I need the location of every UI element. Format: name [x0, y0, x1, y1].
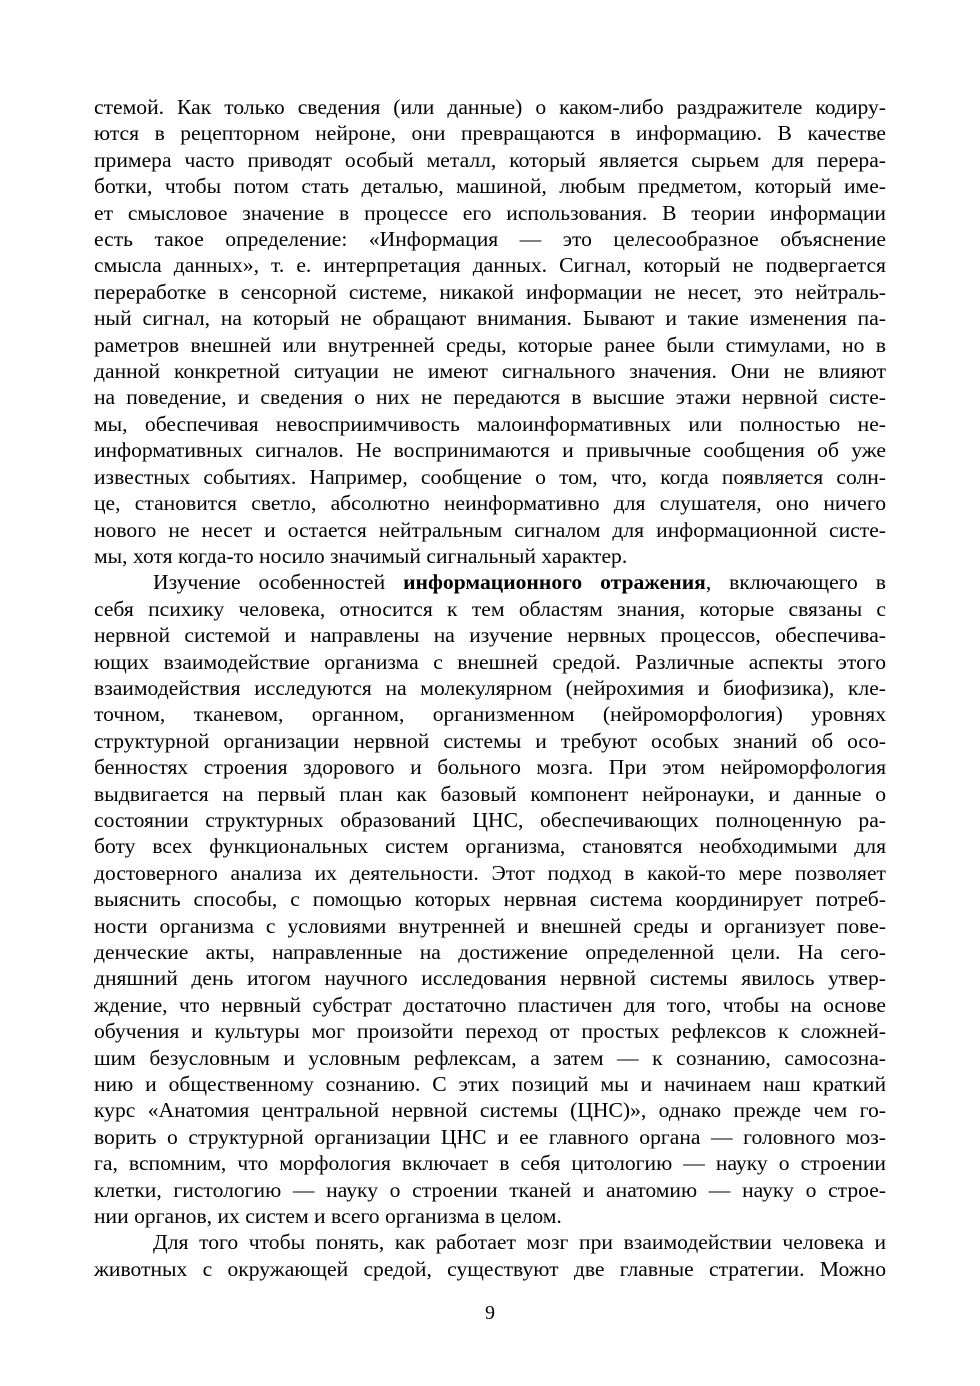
text-line: выдвигается на первый план как базовый компонент нейронауки, и данные о [94, 781, 886, 806]
text-line: достоверного анализа их деятельности. Этот подход в какой-то мере позволяет [94, 860, 886, 885]
text-line: точном, тканевом, органном, организменном (нейроморфология) уровнях [94, 702, 886, 727]
text-line: ворить о структурной организации ЦНС и ее главного органа — головного моз- [94, 1124, 886, 1149]
text-line: нии органов, их систем и всего организма в целом. [94, 1204, 562, 1229]
text-line: ности организма с условиями внутренней и внешней среды и организует пове- [94, 913, 886, 938]
text-line: ждение, что нервный субстрат достаточно пластичен для того, чтобы на основе [94, 992, 886, 1017]
text-line: структурной организации нервной системы и требуют особых знаний об осо- [94, 728, 886, 753]
text-line: смысла данных», т. е. интерпретация данных. Сигнал, который не подвергается [94, 253, 886, 278]
text-line: боту всех функциональных систем организма, становятся необходимыми для [94, 834, 886, 859]
text-line: себя психику человека, относится к тем областям знания, которые связаны с [94, 596, 886, 621]
text-line: есть такое определение: «Информация — это целесообразное объяснение [94, 227, 886, 252]
text-line: бенностях строения здорового и больного мозга. При этом нейроморфология [94, 755, 886, 780]
text-line: ный сигнал, на который не обращают внимания. Бывают и такие изменения па- [94, 306, 886, 331]
text-line: клетки, гистологию — науку о строении тканей и анатомию — науку о строе- [94, 1177, 886, 1202]
text-line: мы, обеспечивая невосприимчивость малоинформативных или полностью не- [94, 411, 886, 436]
text-line: Для того чтобы понять, как работает мозг при взаимодействии человека и [153, 1230, 886, 1255]
paragraph-1 [94, 94, 886, 569]
paragraph-3 [94, 1229, 886, 1282]
text-line: га, вспомним, что морфология включает в себя цитологию — науку о строении [94, 1151, 886, 1176]
text-line: це, становится светло, абсолютно неинформативно для слушателя, оно ничего [94, 491, 886, 516]
page-number: 9 [485, 1302, 495, 1324]
text-line: нию и общественному сознанию. С этих позиций мы и начинаем наш краткий [94, 1072, 886, 1097]
text-line: данной конкретной ситуации не имеют сигнального значения. Они не влияют [94, 359, 886, 384]
text-line: ботки, чтобы потом стать деталью, машиной, любым предметом, который име- [94, 174, 886, 199]
text-line: раметров внешней или внутренней среды, которые ранее были стимулами, но в [94, 332, 886, 357]
text-line: ющих взаимодействие организма с внешней средой. Различные аспекты этого [94, 649, 886, 674]
text-run: Изучение особенностей [153, 570, 404, 595]
text-line: дняшний день итогом научного исследования нервной системы явилось утвер- [94, 966, 886, 991]
text-line: взаимодействия исследуются на молекулярном (нейрохимия и биофизика), кле- [94, 675, 886, 700]
text-line: известных событиях. Например, сообщение о том, что, когда появляется солн- [94, 464, 886, 489]
text-line: информативных сигналов. Не воспринимаются и привычные сообщения об уже [94, 438, 886, 463]
text-line: стемой. Как только сведения (или данные) о каком-либо раздражителе кодиру- [94, 95, 886, 119]
text-line: ет смысловое значение в процессе его использования. В теории информации [94, 200, 886, 225]
paragraph-2 [94, 569, 886, 1229]
text-line: ются в рецепторном нейроне, они превращаются в информацию. В качестве [94, 121, 886, 146]
text-run: , включающего в [705, 570, 886, 595]
text-line: на поведение, и сведения о них не передаются в высшие этажи нервной систе- [94, 385, 886, 410]
text-line: обучения и культуры мог произойти переход от простых рефлексов к сложней- [94, 1019, 886, 1044]
text-line: шим безусловным и условным рефлексам, а затем — к сознанию, самосозна- [94, 1045, 886, 1070]
text-line: переработке в сенсорной системе, никакой информации не несет, это нейтраль- [94, 279, 886, 304]
text-line: выяснить способы, с помощью которых нервная система координирует потреб- [94, 887, 886, 912]
text-line-first [94, 569, 886, 595]
text-line: денческие акты, направленные на достижение определенной цели. На сего- [94, 940, 886, 964]
text-line: нервной системой и направлены на изучение нервных процессов, обеспечива- [94, 623, 886, 648]
text-line: животных с окружающей средой, существуют две главные стратегии. Можно [94, 1256, 886, 1281]
text-line: курс «Анатомия центральной нервной системы (ЦНС)», однако прежде чем го- [94, 1098, 886, 1123]
text-line: состоянии структурных образований ЦНС, обеспечивающих полноценную ра- [94, 807, 886, 832]
text-line: нового не несет и остается нейтральным сигналом для информационной систе- [94, 517, 886, 542]
text-line: примера часто приводят особый металл, который является сырьем для перера- [94, 147, 886, 172]
text-line: мы, хотя когда-то носило значимый сигнальный характер. [94, 543, 628, 568]
page-body [94, 94, 886, 1282]
bold-term: информационного отражения [403, 570, 706, 595]
